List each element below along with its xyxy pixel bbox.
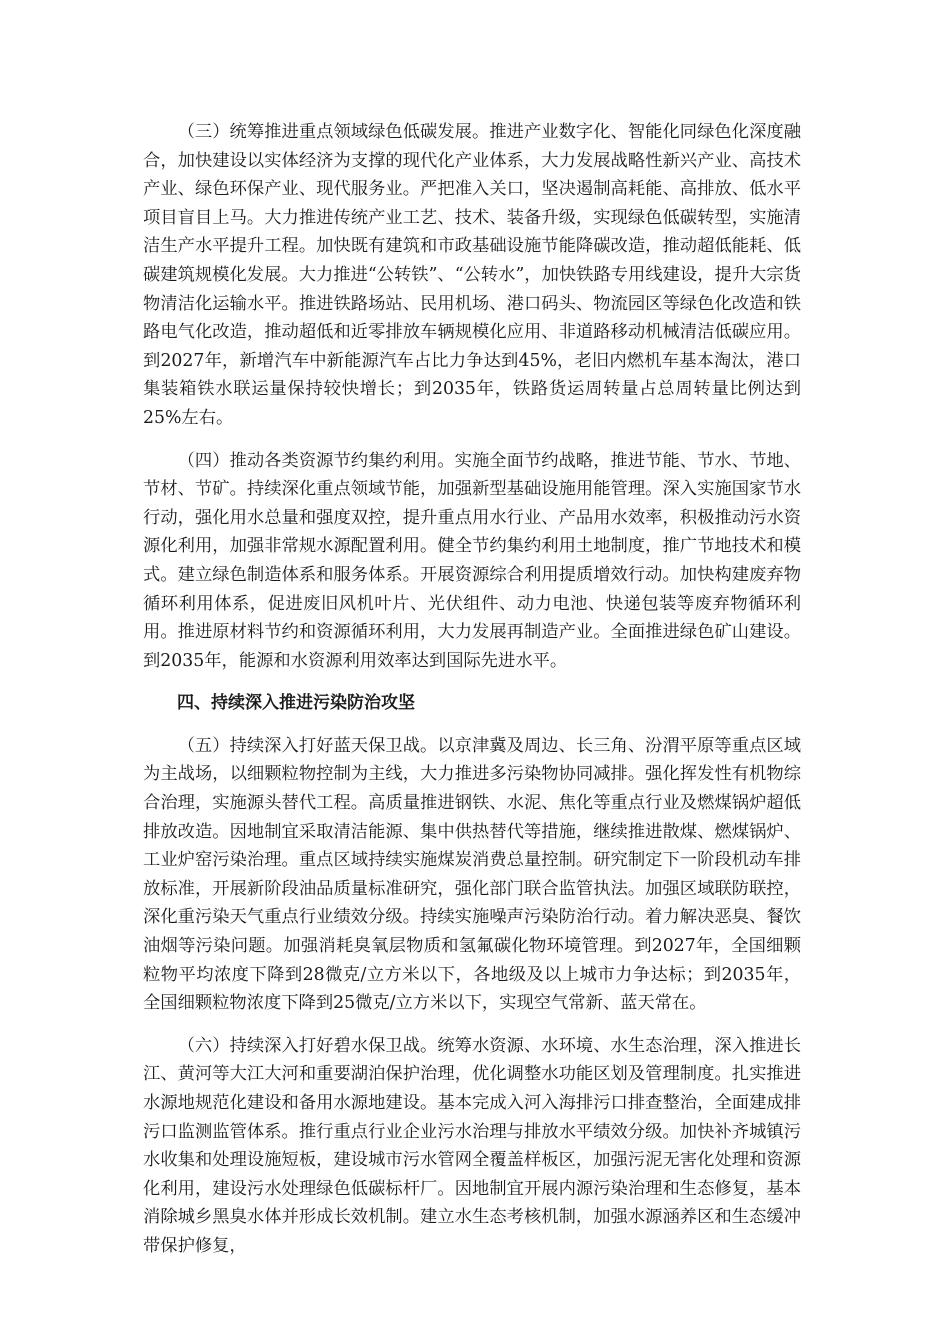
- paragraph-three: （三）统筹推进重点领域绿色低碳发展。推进产业数字化、智能化同绿色化深度融合，加快建设以实体经济为支撑的现代化产业体系，大力发展战略性新兴产业、高技术产业、绿色环保产业、现代服务业。严把准入关口，坚决遏制高耗能、高排放、低水平项目盲目上马。大力推进传统产业工艺、技术、装备升级，实现绿色低碳转型，实施清洁生产水平提升工程。加快既有建筑和市政基础设施节能降碳改造，推动超低能耗、低碳建筑规模化发展。大力推进“公转铁”、“公转水”，加快铁路专用线建设，提升大宗货物清洁化运输水平。推进铁路场站、民用机场、港口码头、物流园区等绿色化改造和铁路电气化改造，推动超低和近零排放车辆规模化应用、非道路移动机械清洁低碳应用。到2027年，新增汽车中新能源汽车占比力争达到45%，老旧内燃机车基本淘汰，港口集装箱铁水联运量保持较快增长；到2035年，铁路货运周转量占总周转量比例达到25%左右。: [143, 122, 801, 428]
- paragraph-five: （五）持续深入打好蓝天保卫战。以京津冀及周边、长三角、汾渭平原等重点区域为主战场，以细颗粒物控制为主线，大力推进多污染物协同减排。强化挥发性有机物综合治理，实施源头替代工程。高质量推进钢铁、水泥、焦化等重点行业及燃煤锅炉超低排放改造。因地制宜采取清洁能源、集中供热替代等措施，继续推进散煤、燃煤锅炉、工业炉窑污染治理。重点区域持续实施煤炭消费总量控制。研究制定下一阶段机动车排放标准，开展新阶段油品质量标准研究，强化部门联合监管执法。加强区域联防联控，深化重污染天气重点行业绩效分级。持续实施噪声污染防治行动。着力解决恶臭、餐饮油烟等污染问题。加强消耗臭氧层物质和氢氟碳化物环境管理。到2027年，全国细颗粒物平均浓度下降到28微克/立方米以下，各地级及以上城市力争达标；到2035年，全国细颗粒物浓度下降到25微克/立方米以下，实现空气常新、蓝天常在。: [143, 735, 801, 1014]
- paragraph-six: （六）持续深入打好碧水保卫战。统筹水资源、水环境、水生态治理，深入推进长江、黄河等大江大河和重要湖泊保护治理，优化调整水功能区划及管理制度。扎实推进水源地规范化建设和备用水源地建设。基本完成入河入海排污口排查整治，全面建成排污口监测监管体系。推行重点行业企业污水治理与排放水平绩效分级。加快补齐城镇污水收集和处理设施短板，建设城市污水管网全覆盖样板区，加强污泥无害化处理和资源化利用，建设污水处理绿色低碳标杆厂。因地制宜开展内源污染治理和生态修复，基本消除城乡黑臭水体并形成长效机制。建立水生态考核机制，加强水源涵养区和生态缓冲带保护修复，: [143, 1035, 801, 1256]
- section-heading: 四、持续深入推进污染防治攻坚: [177, 693, 415, 714]
- paragraph-four: （四）推动各类资源节约集约利用。实施全面节约战略，推进节能、节水、节地、节材、节矿。持续深化重点领域节能，加强新型基础设施用能管理。深入实施国家节水行动，强化用水总量和强度双控，提升重点用水行业、产品用水效率，积极推动污水资源化利用，加强非常规水源配置利用。健全节约集约利用土地制度，推广节地技术和模式。建立绿色制造体系和服务体系。开展资源综合利用提质增效行动。加快构建废弃物循环利用体系，促进废旧风机叶片、光伏组件、动力电池、快递包装等废弃物循环利用。推进原材料节约和资源循环利用，大力发展再制造产业。全面推进绿色矿山建设。到2035年，能源和水资源利用效率达到国际先进水平。: [143, 450, 801, 671]
- document-body: [143, 118, 801, 1261]
